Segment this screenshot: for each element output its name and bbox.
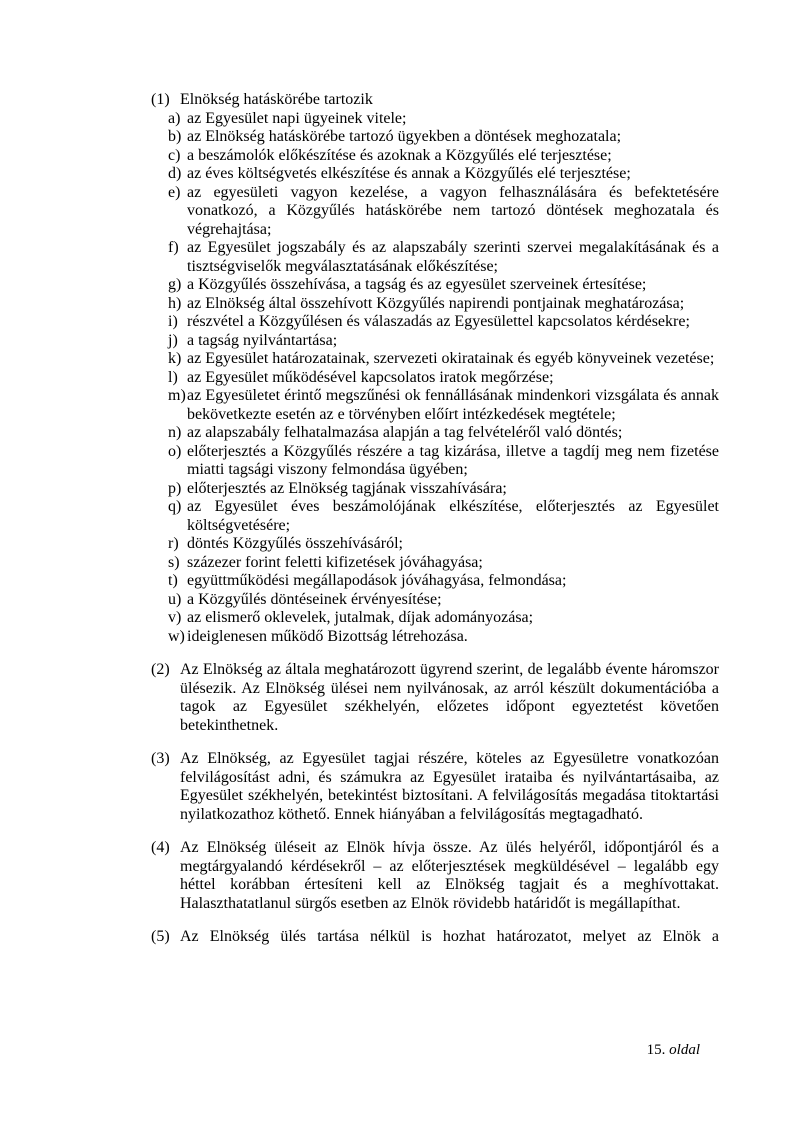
list-item bbox=[168, 295, 719, 314]
list-item-text: a beszámolók előkészítése és azoknak a Közgyűlés elé terjesztése; bbox=[187, 146, 612, 164]
list-item bbox=[168, 350, 719, 369]
list-item-letter: r) bbox=[168, 535, 179, 552]
list-item-text: az Egyesület határozatainak, szervezeti okiratainak és egyéb könyveinek vezetése; bbox=[187, 350, 715, 367]
list-item bbox=[168, 313, 719, 332]
paragraph-text: Elnökség hatáskörébe tartozik bbox=[180, 91, 373, 108]
list-item-letter: q) bbox=[168, 498, 182, 515]
list-item-text: az Egyesületet érintő megszűnési ok fennállásának mindenkori vizsgálata és annak bekövetkezte esetén az e törvényben előírt intézkedések megtétele; bbox=[187, 387, 719, 423]
list-item bbox=[168, 369, 719, 388]
list-item bbox=[168, 147, 719, 166]
paragraph-text: Az Elnökség ülés tartása nélkül is hozhat határozatot, melyet az Elnök a bbox=[180, 928, 719, 945]
page-number-label: oldal bbox=[669, 1042, 700, 1058]
list-item bbox=[168, 628, 719, 647]
numbered-paragraph-5 bbox=[151, 928, 719, 947]
list-item bbox=[168, 387, 719, 424]
list-item-letter: e) bbox=[168, 183, 181, 201]
list-item-text: előterjesztés az Elnökség tagjának visszahívására; bbox=[187, 479, 507, 497]
page-footer bbox=[647, 1041, 700, 1059]
paragraph-text: Az Elnökség az általa meghatározott ügyrend szerint, de legalább évente háromszor ülésezik. Az Elnökség ülései nem nyilvánosak, az arról készült dokumentációba a tagok az Egyesület székhelyén, előzetes időpont egyeztetést követően betekinthetnek. bbox=[180, 661, 719, 734]
paragraph-number: (5) bbox=[151, 928, 170, 945]
list-item-letter: n) bbox=[168, 424, 182, 441]
list-item-text: előterjesztés a Közgyűlés részére a tag kizárása, illetve a tagdíj meg nem fizetése miatti tagsági viszony felmondása ügyében; bbox=[187, 442, 719, 478]
list-item bbox=[168, 480, 719, 499]
list-item-text: együttműködési megállapodások jóváhagyása, felmondása; bbox=[187, 572, 567, 589]
list-item bbox=[168, 128, 719, 147]
list-item bbox=[168, 239, 719, 276]
list-item-text: az éves költségvetés elkészítése és annak a Közgyűlés elé terjesztése; bbox=[187, 165, 631, 182]
list-item bbox=[168, 591, 719, 610]
paragraph-text: Az Elnökség, az Egyesület tagjai részére, köteles az Egyesületre vonatkozóan felvilágosítást adni, és számukra az Egyesület irataiba és nyilvántartásaiba, az Egyesület székhelyén, betekintést biztosítani. A felvilágosítás megadása titoktartási nyilatkozathoz köthető. Ennek hiányában a felvilágosítás megtagadható. bbox=[180, 750, 719, 823]
list-item-text: az Egyesület napi ügyeinek vitele; bbox=[187, 109, 407, 127]
list-item-letter: f) bbox=[168, 239, 179, 256]
numbered-paragraph-2 bbox=[151, 661, 719, 735]
list-item-text: százezer forint feletti kifizetések jóváhagyása; bbox=[187, 553, 483, 571]
list-item-text: a Közgyűlés összehívása, a tagság és az egyesület szerveinek értesítése; bbox=[187, 276, 647, 293]
list-item-text: az Elnökség hatáskörébe tartozó ügyekben a döntések meghozatala; bbox=[187, 128, 622, 145]
list-item-text: ideiglenesen működő Bizottság létrehozása. bbox=[187, 627, 468, 645]
list-item-letter: v) bbox=[168, 609, 182, 626]
list-item bbox=[168, 332, 719, 351]
lettered-list bbox=[168, 110, 719, 647]
list-item bbox=[168, 165, 719, 184]
paragraph-text: Az Elnökség üléseit az Elnök hívja össze. Az ülés helyéről, időpontjáról és a megtárgyalandó kérdésekről – az előterjesztések megküldésével – legalább egy héttel korábban értesíteni kell az Elnökség tagjait és a meghívottakat. Halaszthatatlanul sürgős esetben az Elnök rövidebb határidőt is megállapíthat. bbox=[180, 839, 719, 912]
list-item bbox=[168, 498, 719, 535]
paragraph-number: (4) bbox=[151, 839, 170, 856]
numbered-paragraph-1 bbox=[151, 91, 719, 646]
list-item bbox=[168, 554, 719, 573]
list-item bbox=[168, 276, 719, 295]
list-item-letter: s) bbox=[168, 553, 180, 571]
page-number: 15. bbox=[646, 1042, 666, 1058]
list-item-text: részvétel a Közgyűlésen és válaszadás az Egyesülettel kapcsolatos kérdésekre; bbox=[187, 313, 690, 330]
list-item bbox=[168, 424, 719, 443]
list-item-letter: i) bbox=[168, 313, 178, 330]
list-item-letter: p) bbox=[168, 479, 182, 497]
list-item-letter: k) bbox=[168, 350, 182, 367]
list-item bbox=[168, 572, 719, 591]
list-item-text: az Elnökség által összehívott Közgyűlés napirendi pontjainak meghatározása; bbox=[187, 294, 685, 312]
list-item-text: az Egyesület működésével kapcsolatos iratok megőrzése; bbox=[187, 368, 554, 386]
list-item-letter: t) bbox=[168, 572, 178, 589]
list-item-letter: g) bbox=[168, 276, 182, 293]
list-item bbox=[168, 110, 719, 129]
list-item-text: a tagság nyilvántartása; bbox=[187, 331, 338, 349]
list-item bbox=[168, 609, 719, 628]
paragraph-number: (3) bbox=[151, 750, 170, 767]
list-item-letter: o) bbox=[168, 442, 182, 460]
paragraph-number: (1) bbox=[151, 91, 170, 108]
list-item-text: az Egyesület éves beszámolójának elkészítése, előterjesztés az Egyesület költségvetésére; bbox=[187, 498, 719, 534]
list-item-text: az egyesületi vagyon kezelése, a vagyon felhasználására és befektetésére vonatkozó, a Közgyűlés hatáskörébe nem tartozó döntések meghozatala és végrehajtása; bbox=[187, 183, 719, 238]
paragraph-number: (2) bbox=[151, 661, 170, 678]
list-item-letter: l) bbox=[168, 368, 178, 386]
list-item-letter: m) bbox=[168, 387, 186, 404]
list-item-letter: u) bbox=[168, 590, 182, 608]
numbered-paragraph-4 bbox=[151, 839, 719, 913]
list-item-letter: b) bbox=[168, 128, 182, 145]
list-item-text: az alapszabály felhatalmazása alapján a tag felvételéről való döntés; bbox=[187, 424, 623, 441]
list-item-letter: h) bbox=[168, 294, 182, 312]
numbered-paragraph-3 bbox=[151, 750, 719, 824]
list-item-text: döntés Közgyűlés összehívásáról; bbox=[187, 535, 403, 552]
list-item bbox=[168, 443, 719, 480]
list-item-letter: a) bbox=[168, 109, 181, 127]
list-item-letter: d) bbox=[168, 165, 182, 182]
list-item-letter: w) bbox=[168, 627, 185, 645]
list-item-letter: j) bbox=[168, 331, 178, 349]
document-body bbox=[151, 91, 719, 947]
list-item bbox=[168, 184, 719, 240]
list-item-text: a Közgyűlés döntéseinek érvényesítése; bbox=[187, 590, 442, 608]
list-item-text: az elismerő oklevelek, jutalmak, díjak adományozása; bbox=[187, 609, 534, 626]
list-item-text: az Egyesület jogszabály és az alapszabály szerinti szervei megalakításának és a tisztségviselők megválasztatásának előkészítése; bbox=[187, 239, 719, 275]
list-item bbox=[168, 535, 719, 554]
list-item-letter: c) bbox=[168, 146, 181, 164]
